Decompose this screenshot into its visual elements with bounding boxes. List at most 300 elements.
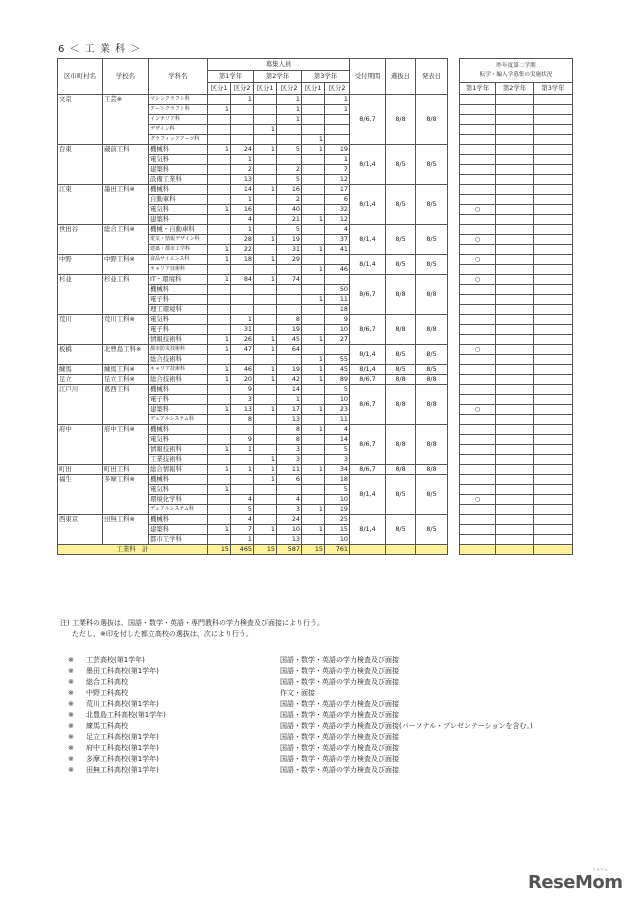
- value-cell: 84: [231, 275, 254, 285]
- value-cell: [254, 265, 277, 275]
- col-div1: 区分1: [302, 83, 325, 95]
- side-cell: [534, 325, 573, 335]
- value-cell: [254, 325, 277, 335]
- announce-cell: 8/8: [416, 315, 448, 345]
- side-cell: [460, 125, 496, 135]
- total-blank: [460, 545, 496, 555]
- value-cell: 1: [254, 405, 277, 415]
- gap: [448, 475, 460, 485]
- value-cell: [231, 125, 254, 135]
- value-cell: 1: [302, 405, 325, 415]
- period-cell: 8/1,4: [350, 225, 386, 255]
- side-cell: [496, 115, 534, 125]
- side-cell: [534, 265, 573, 275]
- selection-cell: 8/5: [386, 255, 416, 275]
- value-cell: [277, 355, 302, 365]
- col-period: 受付期間: [350, 59, 386, 95]
- side-cell: [496, 265, 534, 275]
- selection-cell: 8/8: [386, 375, 416, 385]
- side-cell: [460, 155, 496, 165]
- gap: [448, 185, 460, 195]
- side-cell: [460, 415, 496, 425]
- side-cell: [496, 515, 534, 525]
- side-cell: [496, 495, 534, 505]
- value-cell: 23: [325, 405, 350, 415]
- dept-cell: マシンクラフト科: [149, 95, 208, 105]
- selection-cell: 8/8: [386, 275, 416, 315]
- side-cell: [534, 115, 573, 125]
- value-cell: 8: [231, 415, 254, 425]
- value-cell: [254, 225, 277, 235]
- ward-cell: 台東: [58, 145, 103, 185]
- list-item: [68, 688, 588, 699]
- value-cell: 11: [325, 415, 350, 425]
- side-cell: [534, 245, 573, 255]
- value-cell: [302, 225, 325, 235]
- value-cell: [208, 185, 231, 195]
- school-cell: 蔵前工科: [103, 145, 149, 185]
- side-cell: [460, 335, 496, 345]
- side-cell: [496, 505, 534, 515]
- value-cell: [254, 445, 277, 455]
- table-row: [58, 475, 573, 485]
- value-cell: [208, 515, 231, 525]
- school-cell: 北豊島工科※: [103, 345, 149, 365]
- value-cell: [325, 125, 350, 135]
- value-cell: [277, 305, 302, 315]
- value-cell: [208, 355, 231, 365]
- value-cell: 18: [325, 305, 350, 315]
- side-cell: [460, 265, 496, 275]
- value-cell: [302, 105, 325, 115]
- selection-method: 国語・数学・英語の学力検査及び面接: [280, 700, 399, 708]
- announce-cell: 8/5: [416, 515, 448, 545]
- value-cell: 5: [277, 225, 302, 235]
- side-cell: [496, 305, 534, 315]
- side-cell: [534, 455, 573, 465]
- side-cell: [460, 485, 496, 495]
- value-cell: 1: [254, 255, 277, 265]
- value-cell: 15: [325, 525, 350, 535]
- dept-cell: 機械科: [149, 145, 208, 155]
- col-selection: 選抜日: [386, 59, 416, 95]
- dept-cell: 電気科: [149, 435, 208, 445]
- value-cell: [325, 345, 350, 355]
- selection-method: 国語・数学・英語の学力検査及び面接: [280, 744, 399, 752]
- side-cell: [496, 165, 534, 175]
- value-cell: 47: [231, 345, 254, 355]
- value-cell: [208, 505, 231, 515]
- value-cell: 3: [231, 395, 254, 405]
- value-cell: [254, 245, 277, 255]
- value-cell: [254, 165, 277, 175]
- gap: [448, 525, 460, 535]
- total-row: [58, 545, 573, 555]
- side-cell: ○: [460, 405, 496, 415]
- value-cell: [231, 115, 254, 125]
- value-cell: 18: [231, 255, 254, 265]
- side-cell: [534, 125, 573, 135]
- side-cell: [534, 235, 573, 245]
- value-cell: [208, 425, 231, 435]
- value-cell: 1: [302, 135, 325, 145]
- side-cell: [460, 135, 496, 145]
- side-cell: [534, 215, 573, 225]
- value-cell: 1: [302, 525, 325, 535]
- mark-symbol: ※: [68, 689, 74, 697]
- value-cell: [208, 235, 231, 245]
- school-name: 総合工科高校: [86, 678, 128, 686]
- side-cell: [496, 475, 534, 485]
- value-cell: 1: [208, 365, 231, 375]
- mark-symbol: ※: [68, 678, 74, 686]
- dept-cell: 工業技術科: [149, 455, 208, 465]
- gap: [448, 455, 460, 465]
- value-cell: 1: [302, 465, 325, 475]
- dept-cell: 建築科: [149, 165, 208, 175]
- side-cell: [534, 135, 573, 145]
- mark-symbol: ※: [68, 711, 74, 719]
- side-cell: [460, 165, 496, 175]
- side-cell: [496, 205, 534, 215]
- value-cell: [254, 355, 277, 365]
- period-cell: 8/6,7: [350, 315, 386, 345]
- selection-cell: 8/5: [386, 225, 416, 255]
- value-cell: [277, 135, 302, 145]
- value-cell: 10: [325, 495, 350, 505]
- value-cell: 4: [277, 495, 302, 505]
- side-cell: [496, 445, 534, 455]
- value-cell: [208, 455, 231, 465]
- table-row: [58, 275, 573, 285]
- page-title: 6 ＜ 工 業 科 ＞: [58, 44, 142, 55]
- value-cell: 17: [325, 185, 350, 195]
- value-cell: 6: [325, 195, 350, 205]
- value-cell: 1: [302, 215, 325, 225]
- value-cell: 42: [277, 375, 302, 385]
- value-cell: [208, 535, 231, 545]
- value-cell: [208, 435, 231, 445]
- selection-method: 国語・数学・英語の学力検査及び面接: [280, 755, 399, 763]
- gap: [448, 285, 460, 295]
- value-cell: 1: [302, 425, 325, 435]
- side-cell: [534, 205, 573, 215]
- side-cell: [496, 465, 534, 475]
- ward-cell: 世田谷: [58, 225, 103, 255]
- value-cell: 13: [231, 405, 254, 415]
- value-cell: [254, 105, 277, 115]
- value-cell: [325, 275, 350, 285]
- period-cell: 8/6,7: [350, 465, 386, 475]
- value-cell: [302, 475, 325, 485]
- value-cell: [208, 115, 231, 125]
- value-cell: [277, 265, 302, 275]
- side-cell: [496, 95, 534, 105]
- value-cell: 22: [231, 245, 254, 255]
- value-cell: 1: [254, 345, 277, 355]
- announce-cell: 8/8: [416, 385, 448, 425]
- gap: [448, 235, 460, 245]
- dept-cell: デザイン科: [149, 125, 208, 135]
- value-cell: 9: [325, 315, 350, 325]
- value-cell: 1: [208, 205, 231, 215]
- value-cell: [254, 535, 277, 545]
- value-cell: 1: [277, 105, 302, 115]
- value-cell: [302, 95, 325, 105]
- value-cell: [208, 135, 231, 145]
- dept-cell: アートクラフト科: [149, 105, 208, 115]
- value-cell: 1: [231, 445, 254, 455]
- gap: [448, 485, 460, 495]
- value-cell: 29: [277, 255, 302, 265]
- value-cell: 32: [325, 205, 350, 215]
- selection-method: 作文・面接: [280, 689, 315, 697]
- ward-cell: 荒川: [58, 315, 103, 345]
- side-cell: [496, 145, 534, 155]
- value-cell: 1: [302, 505, 325, 515]
- mark-symbol: ※: [68, 766, 74, 774]
- value-cell: 19: [325, 145, 350, 155]
- gap: [448, 95, 460, 105]
- value-cell: 1: [208, 255, 231, 265]
- side-cell: ○: [460, 275, 496, 285]
- period-cell: 8/6,7: [350, 385, 386, 425]
- school-cell: 葛西工科: [103, 385, 149, 425]
- period-cell: 8/6,7: [350, 275, 386, 315]
- value-cell: 17: [277, 405, 302, 415]
- value-cell: [231, 455, 254, 465]
- ward-cell: 府中: [58, 425, 103, 465]
- dept-cell: 機械科: [149, 385, 208, 395]
- value-cell: [208, 175, 231, 185]
- selection-method: 国語・数学・英語の学力検査及び面接(パーソナル・プレゼンテーションを含む。): [280, 722, 533, 730]
- side-cell: [460, 455, 496, 465]
- value-cell: 45: [277, 335, 302, 345]
- gap: [448, 535, 460, 545]
- value-cell: 1: [231, 465, 254, 475]
- side-cell: [496, 225, 534, 235]
- gap: [448, 375, 460, 385]
- value-cell: 9: [231, 435, 254, 445]
- col-ward: 区市町村名: [58, 59, 103, 95]
- value-cell: [208, 305, 231, 315]
- value-cell: [302, 435, 325, 445]
- total-blank: [350, 545, 386, 555]
- value-cell: 4: [231, 495, 254, 505]
- selection-method: 国語・数学・英語の学力検査及び面接: [280, 678, 399, 686]
- value-cell: [302, 275, 325, 285]
- value-cell: 1: [254, 185, 277, 195]
- value-cell: [277, 285, 302, 295]
- gap: [448, 545, 460, 555]
- table-row: [58, 315, 573, 325]
- side-cell: [460, 325, 496, 335]
- value-cell: 1: [208, 335, 231, 345]
- school-name: 府中工科高校(第1学年): [86, 744, 159, 752]
- col-announce: 発表日: [416, 59, 448, 95]
- value-cell: 3: [277, 445, 302, 455]
- value-cell: 8: [277, 435, 302, 445]
- value-cell: 1: [302, 295, 325, 305]
- dept-cell: 総合技術科: [149, 375, 208, 385]
- dept-cell: 総合技術科: [149, 355, 208, 365]
- period-cell: 8/6,7: [350, 375, 386, 385]
- side-cell: [460, 355, 496, 365]
- side-cell: [496, 135, 534, 145]
- selection-cell: 8/8: [386, 315, 416, 345]
- dept-cell: 電子科: [149, 295, 208, 305]
- value-cell: [208, 95, 231, 105]
- side-cell: [496, 525, 534, 535]
- period-cell: 8/1,4: [350, 515, 386, 545]
- gap: [448, 255, 460, 265]
- value-cell: 1: [208, 275, 231, 285]
- total-blank: [534, 545, 573, 555]
- value-cell: 5: [325, 385, 350, 395]
- side-cell: [460, 315, 496, 325]
- value-cell: 10: [277, 525, 302, 535]
- value-cell: 1: [325, 155, 350, 165]
- value-cell: [254, 215, 277, 225]
- value-cell: 1: [231, 315, 254, 325]
- value-cell: [254, 135, 277, 145]
- dept-cell: 食品サイエンス科: [149, 255, 208, 265]
- value-cell: 1: [254, 475, 277, 485]
- value-cell: [325, 135, 350, 145]
- gap: [448, 225, 460, 235]
- total-value: 465: [231, 545, 254, 555]
- announce-cell: 8/5: [416, 225, 448, 255]
- value-cell: [277, 295, 302, 305]
- resemom-logo: ReseMom: [528, 872, 623, 893]
- dept-cell: 建築科: [149, 405, 208, 415]
- value-cell: 41: [325, 245, 350, 255]
- dept-cell: キャリア技術科: [149, 265, 208, 275]
- value-cell: 5: [325, 445, 350, 455]
- value-cell: 1: [231, 535, 254, 545]
- value-cell: [254, 385, 277, 395]
- table-row: [58, 375, 573, 385]
- school-name: 田無工科高校(第1学年): [86, 766, 159, 774]
- value-cell: [254, 315, 277, 325]
- value-cell: 13: [277, 535, 302, 545]
- dept-cell: 機械科: [149, 475, 208, 485]
- col-year3: 第3学年: [302, 71, 350, 83]
- side-cell: [460, 215, 496, 225]
- value-cell: 1: [208, 105, 231, 115]
- announce-cell: 8/8: [416, 425, 448, 465]
- value-cell: [302, 385, 325, 395]
- selection-cell: 8/8: [386, 95, 416, 145]
- side-year2: 第2学年: [496, 83, 534, 95]
- side-cell: [534, 145, 573, 155]
- side-cell: [460, 465, 496, 475]
- dept-cell: 環境化学科: [149, 495, 208, 505]
- school-cell: 工芸※: [103, 95, 149, 145]
- value-cell: 1: [254, 525, 277, 535]
- value-cell: 1: [254, 335, 277, 345]
- side-cell: [460, 295, 496, 305]
- table-row: [58, 465, 573, 475]
- side-cell: [534, 525, 573, 535]
- value-cell: 1: [302, 355, 325, 365]
- value-cell: 89: [325, 375, 350, 385]
- value-cell: [208, 165, 231, 175]
- side-cell: [460, 505, 496, 515]
- value-cell: 10: [325, 395, 350, 405]
- selection-cell: 8/5: [386, 515, 416, 545]
- side-cell: [534, 195, 573, 205]
- announce-cell: 8/5: [416, 345, 448, 365]
- period-cell: 8/1,4: [350, 255, 386, 275]
- side-cell: [534, 485, 573, 495]
- side-cell: [496, 345, 534, 355]
- side-cell: [534, 165, 573, 175]
- side-cell: [534, 295, 573, 305]
- value-cell: [208, 285, 231, 295]
- total-value: 761: [325, 545, 350, 555]
- note-line-2: ただし、※印を付した都立高校の選抜は、次により行う。: [72, 630, 253, 638]
- value-cell: 1: [254, 465, 277, 475]
- value-cell: [231, 305, 254, 315]
- value-cell: [231, 355, 254, 365]
- mark-symbol: ※: [68, 722, 74, 730]
- dept-cell: 建築科: [149, 525, 208, 535]
- side-cell: [460, 435, 496, 445]
- value-cell: 1: [277, 115, 302, 125]
- value-cell: [254, 155, 277, 165]
- value-cell: 10: [325, 325, 350, 335]
- selection-method: 国語・数学・英語の学力検査及び面接: [280, 656, 399, 664]
- ward-cell: 江東: [58, 185, 103, 225]
- side-cell: [496, 485, 534, 495]
- recruitment-table: [57, 58, 573, 555]
- side-cell: [460, 525, 496, 535]
- side-cell: [496, 535, 534, 545]
- side-cell: [496, 105, 534, 115]
- value-cell: 12: [325, 215, 350, 225]
- gap: [448, 335, 460, 345]
- value-cell: 3: [325, 455, 350, 465]
- value-cell: [231, 285, 254, 295]
- side-cell: [534, 365, 573, 375]
- value-cell: [208, 225, 231, 235]
- school-name: 足立工科高校(第1学年): [86, 733, 159, 741]
- value-cell: 37: [325, 235, 350, 245]
- gap: [448, 465, 460, 475]
- list-item: [68, 655, 588, 666]
- school-cell: 中野工科※: [103, 255, 149, 275]
- value-cell: [254, 505, 277, 515]
- col-div2: 区分2: [231, 83, 254, 95]
- side-cell: [460, 95, 496, 105]
- value-cell: 14: [231, 185, 254, 195]
- side-cell: [496, 355, 534, 365]
- mark-symbol: ※: [68, 656, 74, 664]
- value-cell: 34: [325, 465, 350, 475]
- table-row: [58, 95, 573, 105]
- value-cell: 24: [231, 145, 254, 155]
- value-cell: 1: [208, 245, 231, 255]
- value-cell: [302, 535, 325, 545]
- side-cell: [460, 225, 496, 235]
- value-cell: 55: [325, 355, 350, 365]
- side-cell: [460, 285, 496, 295]
- value-cell: 64: [277, 345, 302, 355]
- value-cell: [254, 305, 277, 315]
- announce-cell: 8/8: [416, 465, 448, 475]
- value-cell: 28: [231, 235, 254, 245]
